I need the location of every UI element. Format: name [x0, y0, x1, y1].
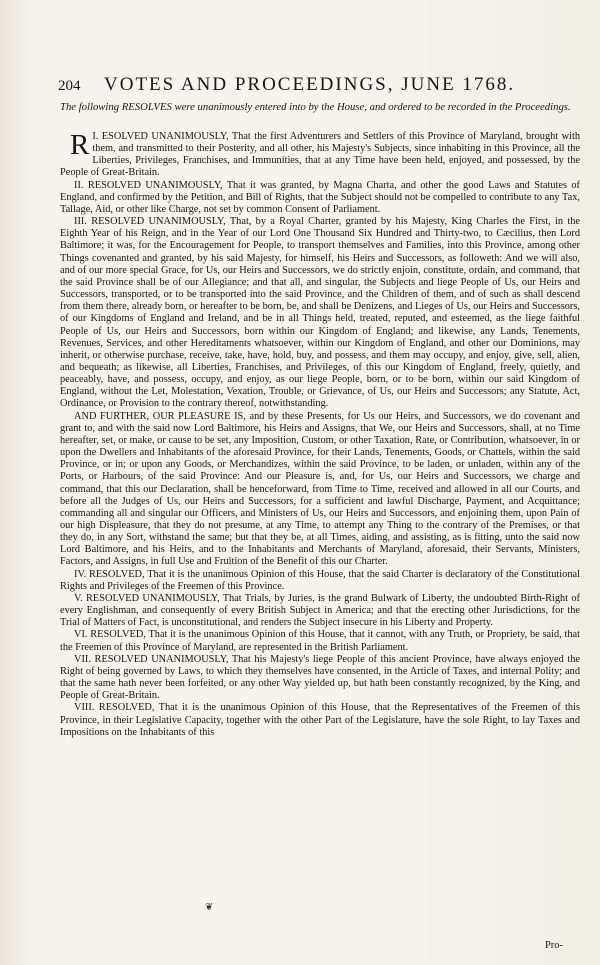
charter-further-clause: AND FURTHER, OUR PLEASURE IS, and by these Presents, for Us our Heirs, and Successors, we do covenant and grant to, and with the said now Lord Baltimore, his Heirs and Assigns, that We, our Heirs and Successors, shall, at no Time hereafter, set, or make, or cause to be set, any Imposition, Custom, or other Taxation, Rate, or Contribution, whatsoever, in or upon the Dwellers and Inhabitants of the aforesaid Province, for their Lands, Tenements, Goods, or Chattels, within the said Province, or in; or upon any Goods, or Merchandizes, within the said Province, to be laden, or unladen, within any of the Ports, or Harbours, of the said Province: And our Pleasure is, and, for Us, our Heirs and Successors, we charge and command, that this our Declaration, shall be henceforward, from Time to Time, received and allowed in all our Courts, and before all the Judges of Us, our Heirs and Successors, for a sufficient and lawful Discharge, Payment, and Acquittance; commanding all and singular our Officers, and Ministers of Us, our Heirs and Successors, and enjoining them, upon Pain of our high Displeasure, that they do not presume, at any Time, to attempt any Thing to the contrary of the Premises, or that they do, in any Sort, withstand the same; but that they be, at all Times, aiding, and assisting, as is fitting, unto the said now Lord Baltimore, and his Heirs, and to the Inhabitants and Merchants of Maryland, aforesaid, their Servants, Ministers, Factors, and Assigns, in full Use and Fruition of the Benefit of this our Charter.: [60, 410, 580, 568]
drop-cap: R: [70, 129, 90, 161]
resolve-8: VIII. RESOLVED, That it is the unanimous Opinion of this House, that the Representatives of the Freemen of this Province, in their Legislative Capacity, together with the other Part of the Legislature, have the sole Right, to lay Taxes and Impositions on the Inhabitants of this: [60, 702, 580, 738]
resolve-5: V. RESOLVED UNANIMOUSLY, That Trials, by Juries, is the grand Bulwark of Liberty, the undoubted Birth-Right of every Englishman, and consequently of every British Subject in America; and that the erecting other Jurisdictions, for the Trial of Matters of Fact, is unconstitutional, and renders the Subject insecure in his Liberty and Property.: [60, 592, 580, 629]
resolves-body: [60, 131, 580, 739]
catchword: Pro-: [545, 940, 563, 951]
resolve-6: VI. RESOLVED, That it is the unanimous Opinion of this House, that it cannot, with any Truth, or Propriety, be said, that the Freemen of this Province of Maryland, are represented in the British Parliament.: [60, 629, 580, 653]
resolve-4: IV. RESOLVED, That it is the unanimous Opinion of this House, that the said Charter is declaratory of the Constitutional Rights and Privileges of the Freemen of this Province.: [60, 568, 580, 592]
resolve-1: [60, 131, 580, 180]
page-header: [58, 74, 578, 98]
printer-ornament: ❦: [205, 902, 214, 913]
resolve-1-text: I. ESOLVED UNANIMOUSLY, That the first Adventurers and Settlers of this Province of Maryland, brought with them, and transmitted to their Posterity, and all other, his Majesty's Subjects, since inhabiting in this Province, all the Liberties, Privileges, Franchises, and Immunities, that at any Time have been held, enjoyed, and possessed, by the People of Great-Britain.: [60, 131, 580, 179]
resolve-3: III. RESOLVED UNANIMOUSLY, That, by a Royal Charter, granted by his Majesty, King Charles the First, in the Eighth Year of his Reign, and in the Year of our Lord One Thousand Six Hundred and Thirty-two, to Cæcilius, then Lord Baltimore; it was, for the Encouragement for People, to transport themselves and Families, into this Province, among other Things covenanted and granted, by his said Majesty, for himself, his Heirs and Successors, as followeth: And we will also, and of our more special Grace, for Us, our Heirs and Successors, we do strictly enjoin, constitute, ordain, and command, that the said Province shall be of our Allegiance; and that all, and singular, the Subjects and liege People of Us, our Heirs and Successors, transported, or to be transported into the said Province, and the Children of them, and of such as shall descend from them there, already born, or hereafter to be born, be, and shall be Denizens, and Lieges of Us, our Heirs and Successors, of our Kingdoms of England and Ireland, and be in all Things held, treated, reputed, and esteemed, as the liege faithful People of Us, our Heirs and Successors, born within our Kingdom of England; and likewise, any Lands, Tenements, Revenues, Services, and other Hereditaments whatsoever, within our Kingdom of England, and other our Dominions, may inherit, or otherwise purchase, receive, take, have, hold, buy, and possess, and them may occupy, and enjoy, give, sell, alien, and bequeath; as likewise, all Liberties, Franchises, and Privileges, of this our Kingdom of England, freely, quietly, and peaceably, have, and possess, occupy, and enjoy, as our liege People, born, or to be born, within our said Kingdom of England, without the Let, Molestation, Vexation, Trouble, or Grievance, of Us, our Heirs and Successors; any Statute, Act, Ordinance, or Provision to the contrary thereof, notwithstanding.: [60, 216, 580, 410]
resolve-7: VII. RESOLVED UNANIMOUSLY, That his Majesty's liege People of this ancient Province, have always enjoyed the Right of being governed by Laws, to which they themselves have consented, in the Article of Taxes, and internal Polity; and that the same hath never been forfeited, or any other Way yielded up, but hath been constantly recognized, by the King, and People of Great-Britain.: [60, 653, 580, 702]
running-title: VOTES AND PROCEEDINGS, JUNE 1768.: [104, 74, 516, 95]
intro-heading: The following RESOLVES were unanimously entered into by the House, and ordered to be recorded in the Proceedings.: [60, 101, 571, 113]
resolve-2: II. RESOLVED UNANIMOUSLY, That it was granted, by Magna Charta, and other the good Laws and Statutes of England, and confirmed by the Petition, and Bill of Rights, that the Subject should not be compelled to contribute to any Tax, Tallage, Aid, or other like Charge, not set by common Consent of Parliament.: [60, 179, 580, 215]
page-number: 204: [58, 78, 81, 94]
